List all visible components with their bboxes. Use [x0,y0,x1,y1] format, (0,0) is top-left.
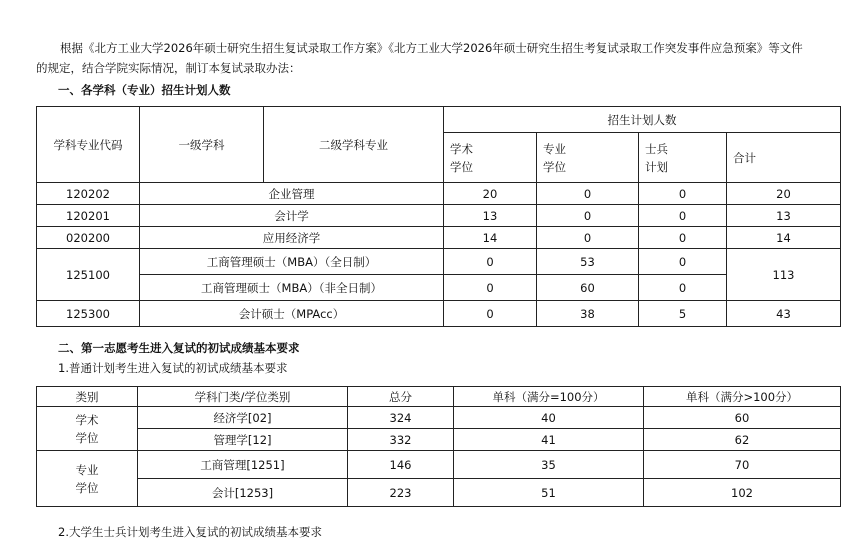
row-single-over-100: 70 [644,451,841,479]
row-total-score: 146 [348,451,454,479]
header-total: 合计 [727,133,841,183]
row-soldier: 0 [639,249,727,275]
row-discipline: 会计[1253] [138,479,348,507]
header-code: 学科专业代码 [37,107,140,183]
section-2-sub-1: 1.普通计划考生进入复试的初试成绩基本要求 [58,361,288,375]
group-professional-b: 学位 [75,480,99,495]
intro-line-1: 根据《北方工业大学2026年硕士研究生招生复试录取工作方案》《北方工业大学2026年硕士研究生招生考复试录取工作突发事件应急预案》等文件 [60,41,803,55]
row-professional: 38 [537,301,639,327]
row-professional: 0 [537,205,639,227]
row-soldier: 0 [639,275,727,301]
row-professional: 60 [537,275,639,301]
row-single-100: 40 [454,407,644,429]
table-row [37,227,841,249]
header-single-over-100: 单科（满分>100分） [644,387,841,407]
row-total: 14 [727,227,841,249]
table-row [37,451,841,479]
table-row [37,275,841,301]
row-name: 工商管理硕士（MBA）（非全日制） [140,275,444,301]
row-total: 43 [727,301,841,327]
intro-line-2: 的规定，结合学院实际情况，制订本复试录取办法： [36,61,301,75]
row-soldier: 0 [639,227,727,249]
row-discipline: 经济学[02] [138,407,348,429]
header-plan: 招生计划人数 [444,107,841,133]
row-professional: 53 [537,249,639,275]
row-academic: 0 [444,249,537,275]
row-professional: 0 [537,183,639,205]
row-single-100: 41 [454,429,644,451]
header-level1: 一级学科 [140,107,264,183]
group-professional-a: 专业 [75,462,99,477]
header-professional-b: 学位 [543,159,566,174]
row-total-score: 324 [348,407,454,429]
row-total-score: 223 [348,479,454,507]
header-academic [444,133,537,183]
row-total: 20 [727,183,841,205]
row-name: 会计硕士（MPAcc） [140,301,444,327]
header-academic-a: 学术 [450,141,473,156]
row-name: 会计学 [140,205,444,227]
table-row [37,407,841,429]
row-code: 020200 [37,227,140,249]
row-single-over-100: 60 [644,407,841,429]
table-row [37,183,841,205]
row-single-100: 35 [454,451,644,479]
row-discipline: 工商管理[1251] [138,451,348,479]
row-soldier: 0 [639,183,727,205]
score-table [36,386,841,507]
row-academic: 20 [444,183,537,205]
group-academic-b: 学位 [75,430,99,445]
table-row [37,249,841,275]
row-code: 125100 [37,249,140,301]
header-single-100: 单科（满分=100分） [454,387,644,407]
row-single-over-100: 62 [644,429,841,451]
group-academic [37,407,138,451]
row-code: 120201 [37,205,140,227]
header-academic-b: 学位 [450,159,473,174]
row-total-score: 332 [348,429,454,451]
row-total: 13 [727,205,841,227]
row-academic: 14 [444,227,537,249]
group-academic-a: 学术 [75,412,99,427]
header-soldier [639,133,727,183]
row-single-over-100: 102 [644,479,841,507]
row-code: 125300 [37,301,140,327]
row-total: 113 [727,249,841,301]
group-professional [37,451,138,507]
row-code: 120202 [37,183,140,205]
row-soldier: 0 [639,205,727,227]
section-2-sub-2: 2.大学生士兵计划考生进入复试的初试成绩基本要求 [58,525,322,539]
header-total-score: 总分 [348,387,454,407]
header-soldier-a: 士兵 [645,141,668,156]
header-professional-a: 专业 [543,141,566,156]
table-row [37,301,841,327]
row-name: 工商管理硕士（MBA）（全日制） [140,249,444,275]
header-discipline: 学科门类/学位类别 [138,387,348,407]
header-level2: 二级学科专业 [264,107,444,183]
row-discipline: 管理学[12] [138,429,348,451]
header-soldier-b: 计划 [645,159,668,174]
row-single-100: 51 [454,479,644,507]
header-professional [537,133,639,183]
table-row [37,429,841,451]
row-academic: 0 [444,275,537,301]
header-category: 类别 [37,387,138,407]
row-professional: 0 [537,227,639,249]
table-row [37,479,841,507]
row-name: 企业管理 [140,183,444,205]
row-academic: 13 [444,205,537,227]
plan-table [36,106,841,327]
section-2-title: 二、第一志愿考生进入复试的初试成绩基本要求 [58,341,300,355]
section-1-title: 一、各学科（专业）招生计划人数 [58,83,231,97]
row-soldier: 5 [639,301,727,327]
table-row [37,205,841,227]
row-name: 应用经济学 [140,227,444,249]
row-academic: 0 [444,301,537,327]
